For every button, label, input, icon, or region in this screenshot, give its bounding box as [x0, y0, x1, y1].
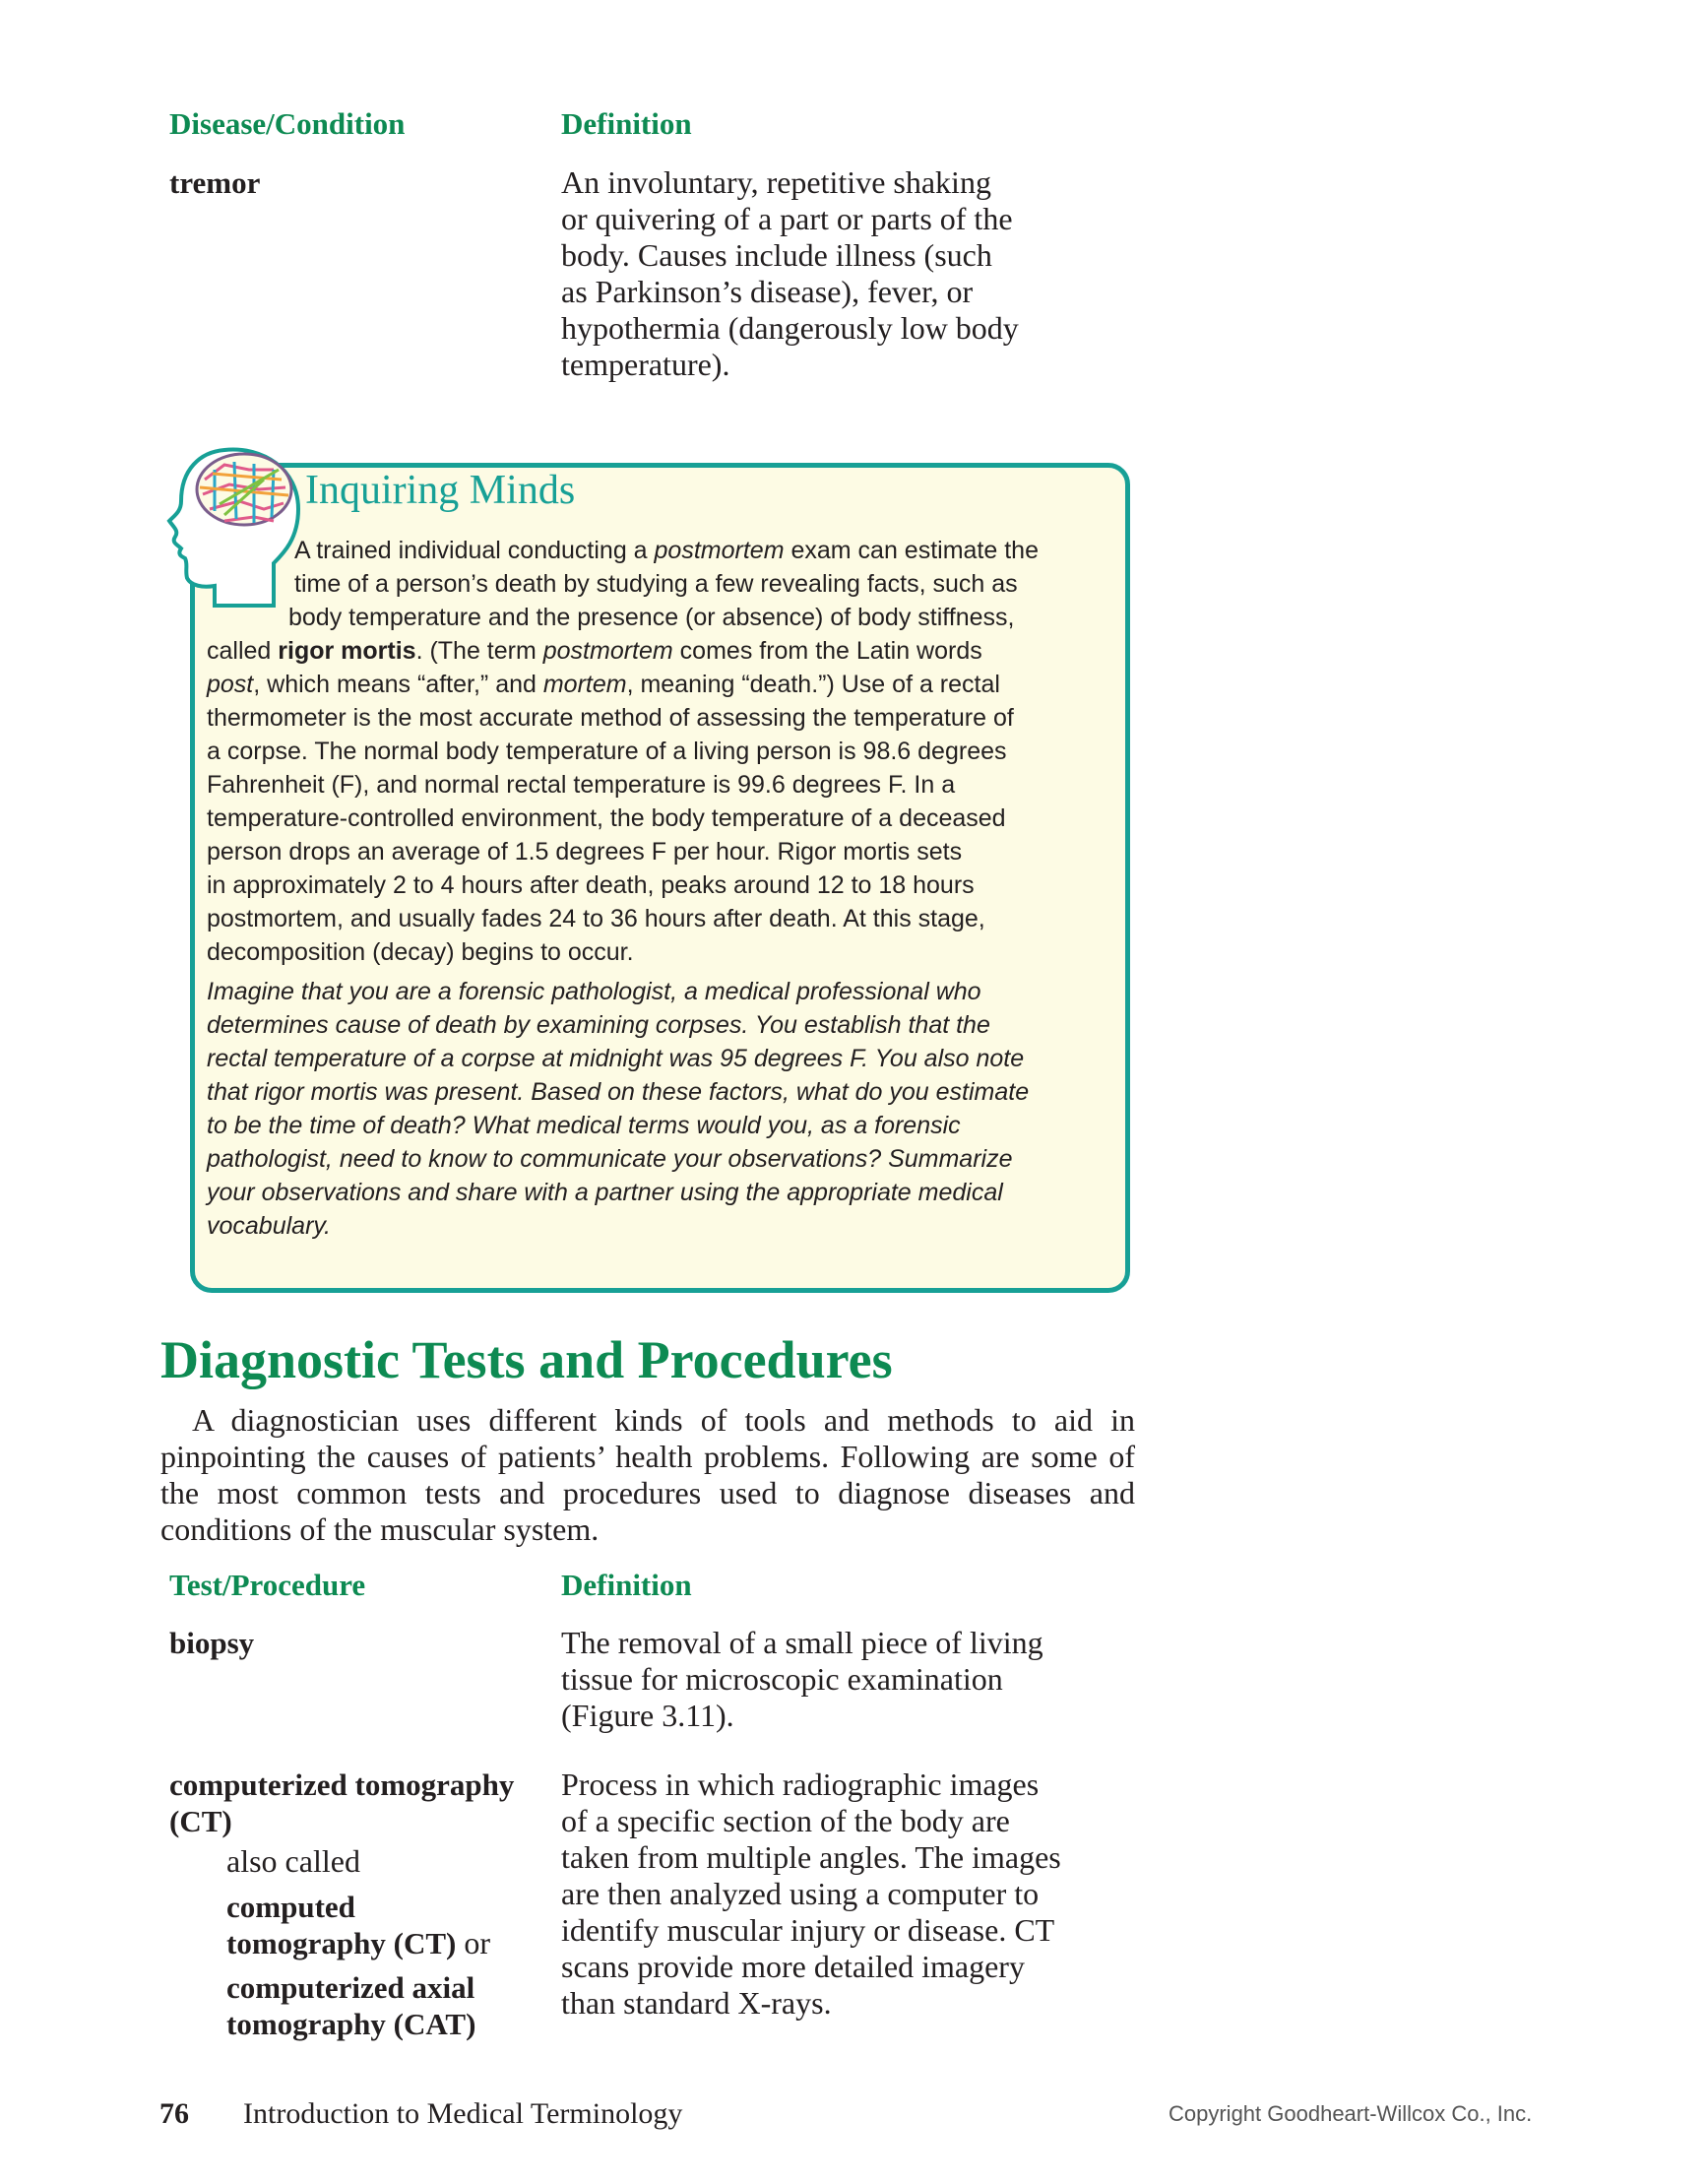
page-number: 76: [159, 2097, 189, 2130]
table1-col-disease: Disease/Condition: [169, 106, 406, 141]
im-question-line: that rigor mortis was present. Based on these factors, what do you estimate: [207, 1078, 1030, 1106]
book-title: Introduction to Medical Terminology: [243, 2097, 683, 2130]
im-line-5: post, which means “after,” and mortem, meaning “death.”) Use of a rectal: [207, 671, 1000, 698]
im-line-2: time of a person’s death by studying a few revealing facts, such as: [294, 570, 1018, 598]
im-body-line: Fahrenheit (F), and normal rectal temperature is 99.6 degrees F. In a: [207, 771, 956, 799]
copyright: Copyright Goodheart-Willcox Co., Inc.: [1169, 2101, 1533, 2126]
im-question-line: your observations and share with a partner using the appropriate medical: [207, 1179, 1003, 1206]
im-body-line: temperature-controlled environment, the body temperature of a deceased: [207, 804, 1006, 832]
table1-col-definition: Definition: [561, 106, 692, 141]
alt-term-cat: computerized axial tomography (CAT): [226, 1970, 476, 2041]
also-called: also called: [226, 1843, 360, 1879]
im-question-line: rectal temperature of a corpse at midnight was 95 degrees F. You also note: [207, 1045, 1025, 1072]
im-body-line: person drops an average of 1.5 degrees F per hour. Rigor mortis sets: [207, 838, 963, 866]
brain-head-icon: [156, 440, 303, 608]
section-heading: Diagnostic Tests and Procedures: [160, 1330, 893, 1389]
definition-biopsy: The removal of a small piece of living tissue for microscopic examination (Figure 3.11).: [561, 1625, 1043, 1733]
im-line-1: A trained individual conducting a postmortem exam can estimate the: [294, 537, 1039, 564]
im-body-line: thermometer is the most accurate method of assessing the temperature of: [207, 704, 1014, 732]
definition-ct: Process in which radiographic images of a specific section of the body are taken from multiple angles. The images are then analyzed using a computer to identify muscular injury or disease. CT scans provide more detailed imagery than standard X-rays.: [561, 1766, 1061, 2021]
table2-col-definition: Definition: [561, 1568, 692, 1602]
alt-term-computed-tomography: computed tomography (CT) or: [226, 1890, 491, 1960]
im-line-3: body temperature and the presence (or absence) of body stiffness,: [288, 604, 1015, 631]
im-line-4: called rigor mortis. (The term postmortem comes from the Latin words: [207, 637, 982, 665]
im-body-line: in approximately 2 to 4 hours after death, peaks around 12 to 18 hours: [207, 871, 975, 899]
term-tremor: tremor: [169, 165, 261, 200]
definition-tremor: An involuntary, repetitive shaking or quivering of a part or parts of the body. Causes include illness (such as Parkinson’s disease), fever, or hypothermia (dangerously low body temperature).: [561, 164, 1019, 382]
term-ct: computerized tomography (CT): [169, 1767, 515, 1838]
im-question-line: Imagine that you are a forensic pathologist, a medical professional who: [207, 978, 981, 1005]
section-intro: A diagnostician uses different kinds of tools and methods to aid in pinpointing the causes of patients’ health problems. Following are some of the most common tests and procedures used to diagnose diseases and conditions of the muscular system.: [160, 1402, 1135, 1547]
term-biopsy: biopsy: [169, 1626, 255, 1660]
im-body-line: decomposition (decay) begins to occur.: [207, 938, 634, 966]
im-body-line: postmortem, and usually fades 24 to 36 hours after death. At this stage,: [207, 905, 985, 932]
inquiring-minds-title: Inquiring Minds: [305, 468, 576, 513]
im-question-line: determines cause of death by examining corpses. You establish that the: [207, 1011, 990, 1039]
im-question-line: vocabulary.: [207, 1212, 331, 1240]
im-question-line: pathologist, need to know to communicate your observations? Summarize: [207, 1145, 1013, 1173]
im-question-line: to be the time of death? What medical terms would you, as a forensic: [207, 1112, 961, 1139]
im-body-line: a corpse. The normal body temperature of a living person is 98.6 degrees: [207, 738, 1007, 765]
table2-col-test: Test/Procedure: [169, 1568, 366, 1602]
